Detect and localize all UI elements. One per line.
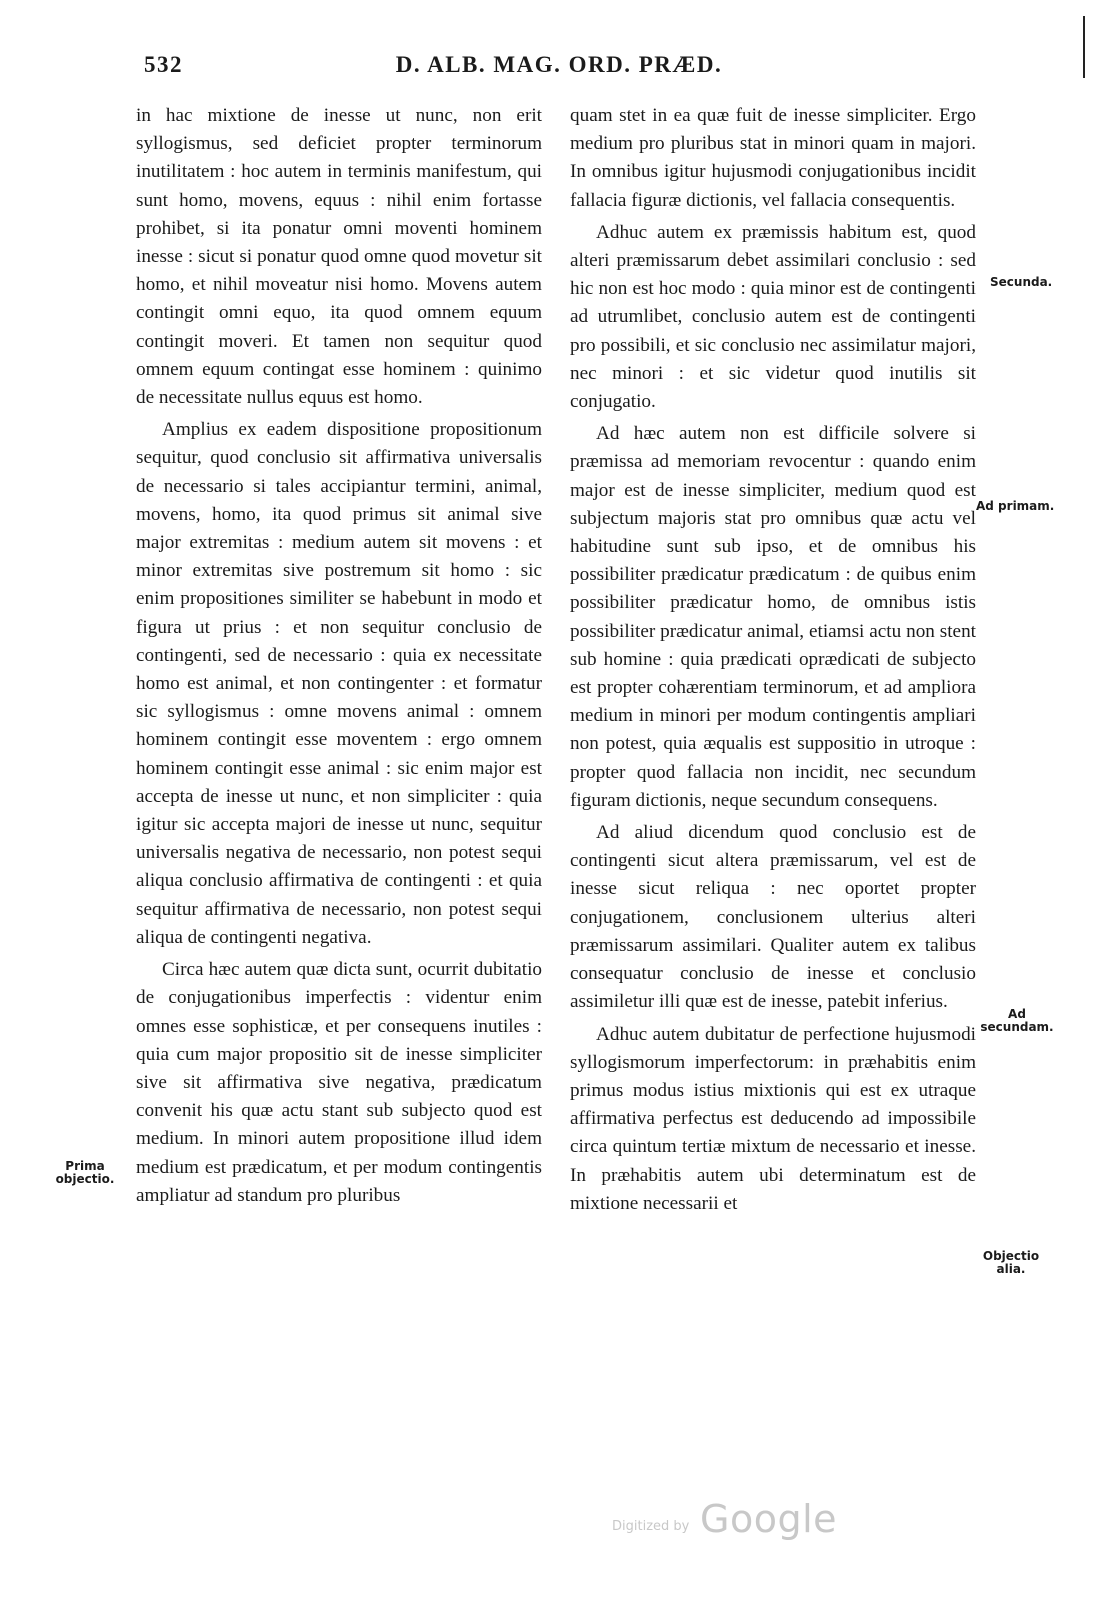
page-number: 532 bbox=[144, 52, 183, 77]
paragraph: Amplius ex eadem dispositione propositionum sequitur, quod conclusio sit affirmativa universalis de necessario si tales accipiantur termini, animal, movens, homo, ita quod primus sit animal sive major extremitas : medium autem sit movens : et minor extremitas sive postremum sit homo : sic enim propositiones similiter se habebunt in modo et figura ut prius : et non sequitur conclusio de contingenti, sed de necessario : quia ex necessitate homo est animal, et non contingenter : et formatur sic syllogismus : omne movens animal : omnem hominem contingit esse moventem : ergo omnem hominem contingit esse animal : sic enim major est accepta de inesse ut nunc, et non simpliciter : quia igitur sic accepta majori de inesse ut nunc, sequitur universalis negativa de necessario, non potest sequi aliqua conclusio affirmativa de contingenti : et quia sequitur affirmativa de necessario, non potest sequi aliqua de contingenti negativa. bbox=[136, 419, 542, 948]
margin-note-ad-primam: Ad primam. bbox=[976, 499, 1055, 513]
watermark-digitized-text: Digitized by bbox=[612, 1519, 690, 1534]
paragraph: in hac mixtione de inesse ut nunc, non erit syllogismus, sed deficiet propter terminorum inutilitatem : hoc autem in terminis manifestum, qui sunt homo, movens, equus : nihil enim fortasse prohibet, si ita ponatur omni moventi hominem inesse : sicut si ponatur quod omne quod movetur sit homo, et nihil moveatur nisi homo. Movens autem contingit omni equo, ita quod omnem equum contingit moveri. Et tamen non sequitur quod omnem equum contingat esse hominem : quinimo de necessitate nullus equus est homo. bbox=[136, 105, 542, 409]
paragraph: Ad aliud dicendum quod conclusio est de contingenti sicut altera præmissarum, vel est de inesse sicut reliqua : nec oportet propter conjugationem, conclusionem ulterius alteri præmissarum assimilari. Qualiter autem ex talibus consequatur conclusio de inesse et conclusio assimiletur illi quæ est de inesse, patebit inferius. bbox=[570, 822, 976, 1013]
left-column bbox=[136, 102, 542, 1214]
paragraph: Ad hæc autem non est difficile solvere si præmissa ad memoriam revocentur : quando enim major est de inesse simpliciter, medium quod est subjectum majoris stat pro omnibus quæ actu vel habitudine sunt sub ipso, et de omnibus his possibiliter prædicatur prædicatum : de quibus enim possibiliter prædicatur homo, de omnibus istis possibiliter prædicatur animal, etiamsi actu non stent sub homine : quia prædicati oprædicati de subjecto est propter cohærentiam terminorum, et ad ampliora medium in minori per modum contingentis ampliari non potest, quia æqualis est suppositio in utroque : propter quod fallacia non incidit, nec secundum figuram dictionis, neque secundum consequens. bbox=[570, 423, 976, 811]
google-watermark bbox=[604, 1497, 844, 1547]
page-header bbox=[138, 52, 980, 86]
paragraph: Circa hæc autem quæ dicta sunt, ocurrit dubitatio de conjugationibus imperfectis : videntur enim omnes esse sophisticæ, et per consequens inutiles : quia cum major propositio sit de inesse simpliciter sive sit affirmativa sive negativa, prædicatum convenit his quæ actu stant sub subjecto quod est medium. In minori autem propositione illud idem medium est prædicatum, et per modum contingentis ampliatur ad standum pro pluribus bbox=[136, 959, 542, 1206]
running-title: D. ALB. MAG. ORD. PRÆD. bbox=[395, 52, 723, 77]
right-column bbox=[570, 102, 976, 1222]
paragraph: quam stet in ea quæ fuit de inesse simpliciter. Ergo medium pro pluribus stat in minori quam in majori. In omnibus igitur hujusmodi conjugationibus incidit fallacia figuræ dictionis, vel fallacia consequentis. bbox=[570, 105, 976, 211]
margin-note-objectio-alia: Objectio alia. bbox=[982, 1249, 1040, 1276]
margin-note-prima-objectio: Prima objectio. bbox=[55, 1159, 115, 1186]
paragraph: Adhuc autem ex præmissis habitum est, quod alteri præmissarum debet assimilari conclusio : sed hic non est hoc modo : quia minor est de contingenti ad utrumlibet, conclusio autem est de contingenti pro possibili, et sic conclusio nec assimilatur majori, nec minori : et sic videtur quod inutilis sit conjugatio. bbox=[570, 221, 976, 413]
margin-note-ad-secundam: Ad secundam. bbox=[980, 1007, 1054, 1034]
paragraph: Adhuc autem dubitatur de perfectione hujusmodi syllogismorum imperfectorum: in præhabitis enim primus modus istius mixtionis qui est ex utraque affirmativa perfectus est deducendo ad impossibile circa quintum tertiæ mixtum de necessario et inesse. In præhabitis autem ubi determinatum est de mixtione necessarii et bbox=[570, 1023, 976, 1214]
margin-note-secunda: Secunda. bbox=[990, 275, 1053, 289]
page-edge-rule bbox=[1083, 16, 1085, 78]
watermark-google-logo: Google bbox=[700, 1497, 838, 1541]
